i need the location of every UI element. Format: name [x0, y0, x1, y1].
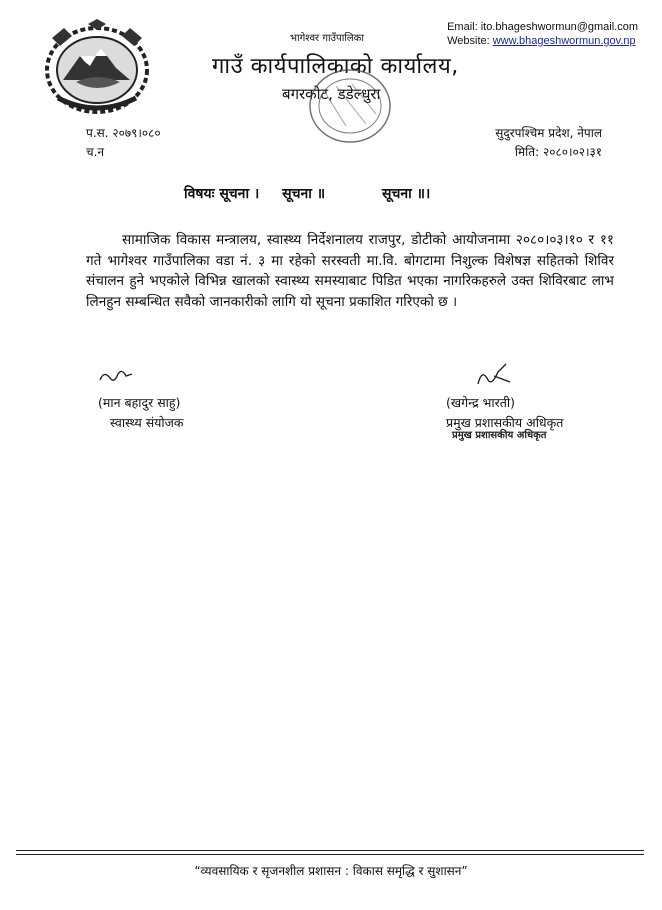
chalani-number: च.न — [86, 145, 105, 159]
patra-sankhya: प.स. २०७९।०८० — [86, 126, 161, 140]
letter-date: मिति: २०८०।०२।३१ — [514, 145, 602, 159]
reference-left — [86, 124, 161, 162]
contact-block — [447, 20, 638, 48]
subject-notice-2: सूचना ॥ — [282, 186, 326, 202]
signatory-right-title: प्रमुख प्रशासकीय अधिकृत — [446, 415, 564, 430]
subject-line — [184, 184, 448, 203]
website-link[interactable]: www.bhageshwormun.gov.np — [492, 35, 636, 47]
signatory-left-title: स्वास्थ्य संयोजक — [110, 415, 184, 430]
subject-label: विषयः सूचना । — [184, 186, 260, 202]
handwritten-signature-right — [472, 362, 518, 388]
website-label: Website: — [447, 35, 493, 47]
subject-notice-3: सूचना ॥। — [382, 186, 431, 202]
office-title: गाउँ कार्यपालिकाको कार्यालय, — [212, 54, 459, 79]
signature-block-right — [446, 362, 596, 441]
handwritten-signature-left — [96, 366, 136, 388]
reference-right — [495, 124, 602, 162]
office-subtitle: बगरकोट, डडेल्धुरा — [282, 85, 381, 103]
contact-website-line — [447, 34, 638, 48]
province-address: सुदुरपश्चिम प्रदेश, नेपाल — [495, 126, 602, 140]
signatory-right-stamp: प्रमुख प्रशासकीय अधिकृत — [452, 430, 547, 441]
footer-rule-bottom — [16, 854, 644, 855]
signatory-left-name: (मान बहादुर साहु) — [98, 395, 181, 410]
notice-body: सामाजिक विकास मन्त्रालय, स्वास्थ्य निर्देशनालय राजपुर, डोटीको आयोजनामा २०८०।०३।१० र ११ गते भागेश्वर गाउँपालिका वडा नं. ३ मा रहेको सरस्वती मा.वि. बोगटामा निशुल्क विशेषज्ञ सहितको शिविर संचालन हुने भएकोले विभिन्न खालको स्वास्थ्य समस्याबाट पिडित भएका नागरिकहरुले उक्त शिविरबाट लाभ लिनहुन सम्बन्धित सवैको जानकारीको लागि यो सूचना प्रकाशित गरिएको छ । — [86, 232, 614, 310]
footer-rule-top — [16, 850, 644, 851]
signatory-right-name: (खगेन्द्र भारती) — [446, 395, 515, 410]
office-seal-stamp — [306, 66, 394, 146]
contact-email: Email: ito.bhageshwormun@gmail.com — [447, 21, 638, 33]
nepal-emblem-logo — [38, 18, 156, 118]
footer-motto: “व्यवसायिक र सृजनशील प्रशासन : विकास समृद्धि र सुशासन” — [194, 864, 468, 878]
municipality-name: भागेश्वर गाउँपालिका — [290, 33, 364, 44]
signature-block-left — [96, 366, 236, 431]
